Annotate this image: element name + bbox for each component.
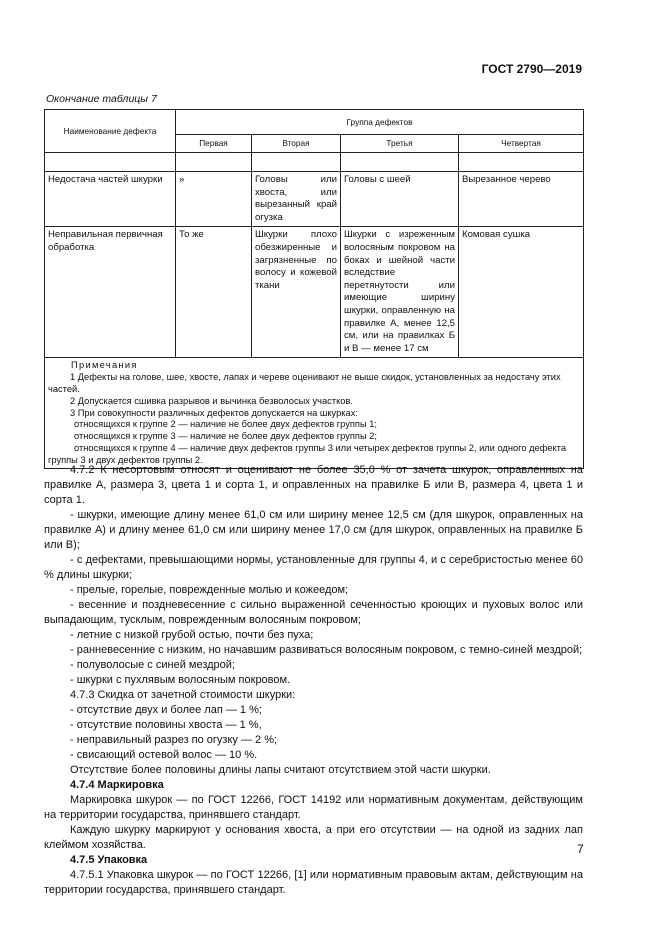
- paragraph: Маркировка шкурок — по ГОСТ 12266, ГОСТ 14192 или нормативным документам, действующим на территории государства, принявшего стандарт.: [44, 794, 583, 821]
- cell-fourth: Вырезанное черево: [459, 172, 584, 227]
- paragraph: Каждую шкурку маркируют у основания хвоста, а при его отсутствии — на одной из задних лап клеймом хозяйства.: [44, 824, 583, 851]
- paragraph: - отсутствие двух и более лап — 1 %;: [70, 704, 262, 716]
- notes-title: Примечания: [71, 360, 138, 371]
- cell-name: Неправильная первичная обработка: [45, 227, 176, 358]
- note-item: 2 Допускается сшивка разрывов и вычинка безволосых участков.: [70, 395, 353, 406]
- table-notes: [45, 358, 584, 469]
- column-header-second: Вторая: [252, 135, 341, 153]
- section-heading-marking: 4.7.4 Маркировка: [70, 779, 164, 791]
- paragraph: Отсутствие более половины длины лапы считают отсутствием этой части шкурки.: [70, 764, 491, 776]
- notes-row: [45, 358, 584, 469]
- paragraph: 4.7.3 Скидка от зачетной стоимости шкурки:: [70, 689, 296, 701]
- column-header-fourth: Четвертая: [459, 135, 584, 153]
- table-row: [45, 227, 584, 358]
- table-caption: Окончание таблицы 7: [46, 93, 157, 105]
- cell-third: Головы с шеей: [341, 172, 459, 227]
- table-spacer-row: [45, 153, 584, 172]
- column-header-name: Наименование дефекта: [45, 110, 176, 153]
- column-header-third: Третья: [341, 135, 459, 153]
- paragraph: - летние с низкой грубой остью, почти без пуха;: [70, 629, 314, 641]
- note-item: относящихся к группе 4 — наличие двух дефектов группы 3 или четырех дефектов группы 2, или одного дефекта группы 3 и двух дефектов группы 2.: [48, 442, 567, 465]
- cell-first: То же: [176, 227, 252, 358]
- body-text: [44, 463, 583, 898]
- paragraph: 4.7.5.1 Упаковка шкурок — по ГОСТ 12266, [1] или нормативным правовым актам, действующим на территории государства, принявшего стандарт.: [44, 869, 583, 896]
- cell-second: Шкурки плохо обезжиренные и загрязненные по волосу и кожевой ткани: [252, 227, 341, 358]
- paragraph: - неправильный разрез по огузку — 2 %;: [70, 734, 278, 746]
- defects-table: [44, 109, 584, 469]
- section-heading-packaging: 4.7.5 Упаковка: [70, 854, 148, 866]
- cell-first: »: [176, 172, 252, 227]
- cell-third: Шкурки с изреженным волосяным покровом на боках и шейной части вследствие перетянутости или имеющие ширину шкурки, оправленную на правилке А, менее 12,5 см, или на правилках Б и В — менее 17 см: [341, 227, 459, 358]
- note-item: относящихся к группе 2 — наличие не более двух дефектов группы 1;: [74, 419, 377, 430]
- paragraph: - шкурки с пухлявым волосяным покровом.: [70, 674, 291, 686]
- note-item: 1 Дефекты на голове, шее, хвосте, лапах и череве оценивают не выше скидок, установленных за недостачу этих частей.: [48, 372, 561, 394]
- paragraph: - полуволосые с синей мездрой;: [70, 659, 235, 671]
- page-number: 7: [577, 842, 584, 856]
- paragraph: - прелые, горелые, поврежденные молью и кожеедом;: [70, 584, 349, 596]
- paragraph: - свисающий остевой волос — 10 %.: [70, 749, 258, 761]
- paragraph: 4.7.2 К несортовым относят и оценивают не более 35,0 % от зачета шкурок, оправленных на правилке А, размера 3, цвета 1 и сорта 1, и оправленных на правилке Б или В, размера 4, цвета 1 и сорта 1.: [44, 464, 583, 506]
- paragraph: - шкурки, имеющие длину менее 61,0 см или ширину менее 12,5 см (для шкурок, оправленных на правилке А) и длину менее 61,0 см или ширину менее 17,0 см (для шкурок, оправленных на правилке Б или В);: [44, 509, 583, 551]
- cell-name: Недостача частей шкурки: [45, 172, 176, 227]
- table-row: [45, 172, 584, 227]
- note-item: 3 При совокупности различных дефектов допускается на шкурках:: [70, 407, 358, 418]
- paragraph: - отсутствие половины хвоста — 1 %,: [70, 719, 262, 731]
- column-header-group: Группа дефектов: [176, 110, 584, 135]
- cell-fourth: Комовая сушка: [459, 227, 584, 358]
- table-header-row: [45, 110, 584, 135]
- cell-second: Головы или хвоста, или вырезанный край огузка: [252, 172, 341, 227]
- note-item: относящихся к группе 3 — наличие не более двух дефектов группы 2;: [74, 431, 377, 442]
- paragraph: - с дефектами, превышающими нормы, установленные для группы 4, и с серебристостью менее 60 % длины шкурки;: [44, 554, 583, 581]
- column-header-first: Первая: [176, 135, 252, 153]
- standard-header: ГОСТ 2790—2019: [481, 62, 582, 76]
- paragraph: - ранневесенние с низким, но начавшим развиваться волосяным покровом, с темно-синей мездрой;: [70, 644, 583, 656]
- paragraph: - весенние и поздневесенние с сильно выраженной сеченностью кроющих и пуховых волос или выпадающим, тусклым, поврежденным волосяным покровом;: [44, 599, 583, 626]
